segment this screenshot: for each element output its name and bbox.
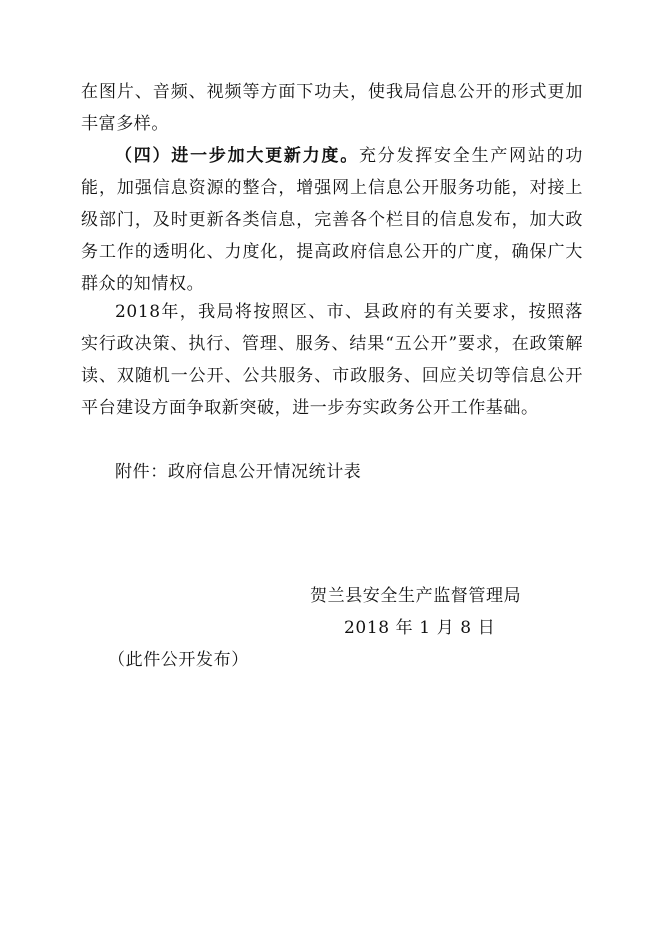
attachment-line <box>115 456 361 488</box>
signature-date: 2018 年 1 月 8 日 <box>344 618 496 638</box>
paragraph-continuation: 在图片、音频、视频等方面下功夫，使我局信息公开的形式更加丰富多样。 <box>81 82 583 134</box>
section-4-body: 充分发挥安全生产网站的功能，加强信息资源的整合，增强网上信息公开服务功能，对接上级部门，及时更新各类信息，完善各个栏目的信息发布，加大政务工作的透明化、力度化，提高政府信息公开的广度，确保广大群众的知情权。 <box>81 146 583 294</box>
publish-note: （此件公开发布） <box>108 650 249 670</box>
section-4-heading: （四）进一步加大更新力度。 <box>115 146 359 166</box>
paragraph-section-4 <box>81 140 583 300</box>
signature-organization: 贺兰县安全生产监督管理局 <box>310 586 522 606</box>
paragraph-2018-plan: 2018年，我局将按照区、市、县政府的有关要求，按照落实行政决策、执行、管理、服务、结果“五公开”要求，在政策解读、双随机一公开、公共服务、市政服务、回应关切等信息公开平台建设方面争取新突破，进一步夯实政务公开工作基础。 <box>81 302 583 418</box>
attachment-title: 政府信息公开情况统计表 <box>167 462 362 482</box>
attachment-label: 附件： <box>115 462 168 482</box>
